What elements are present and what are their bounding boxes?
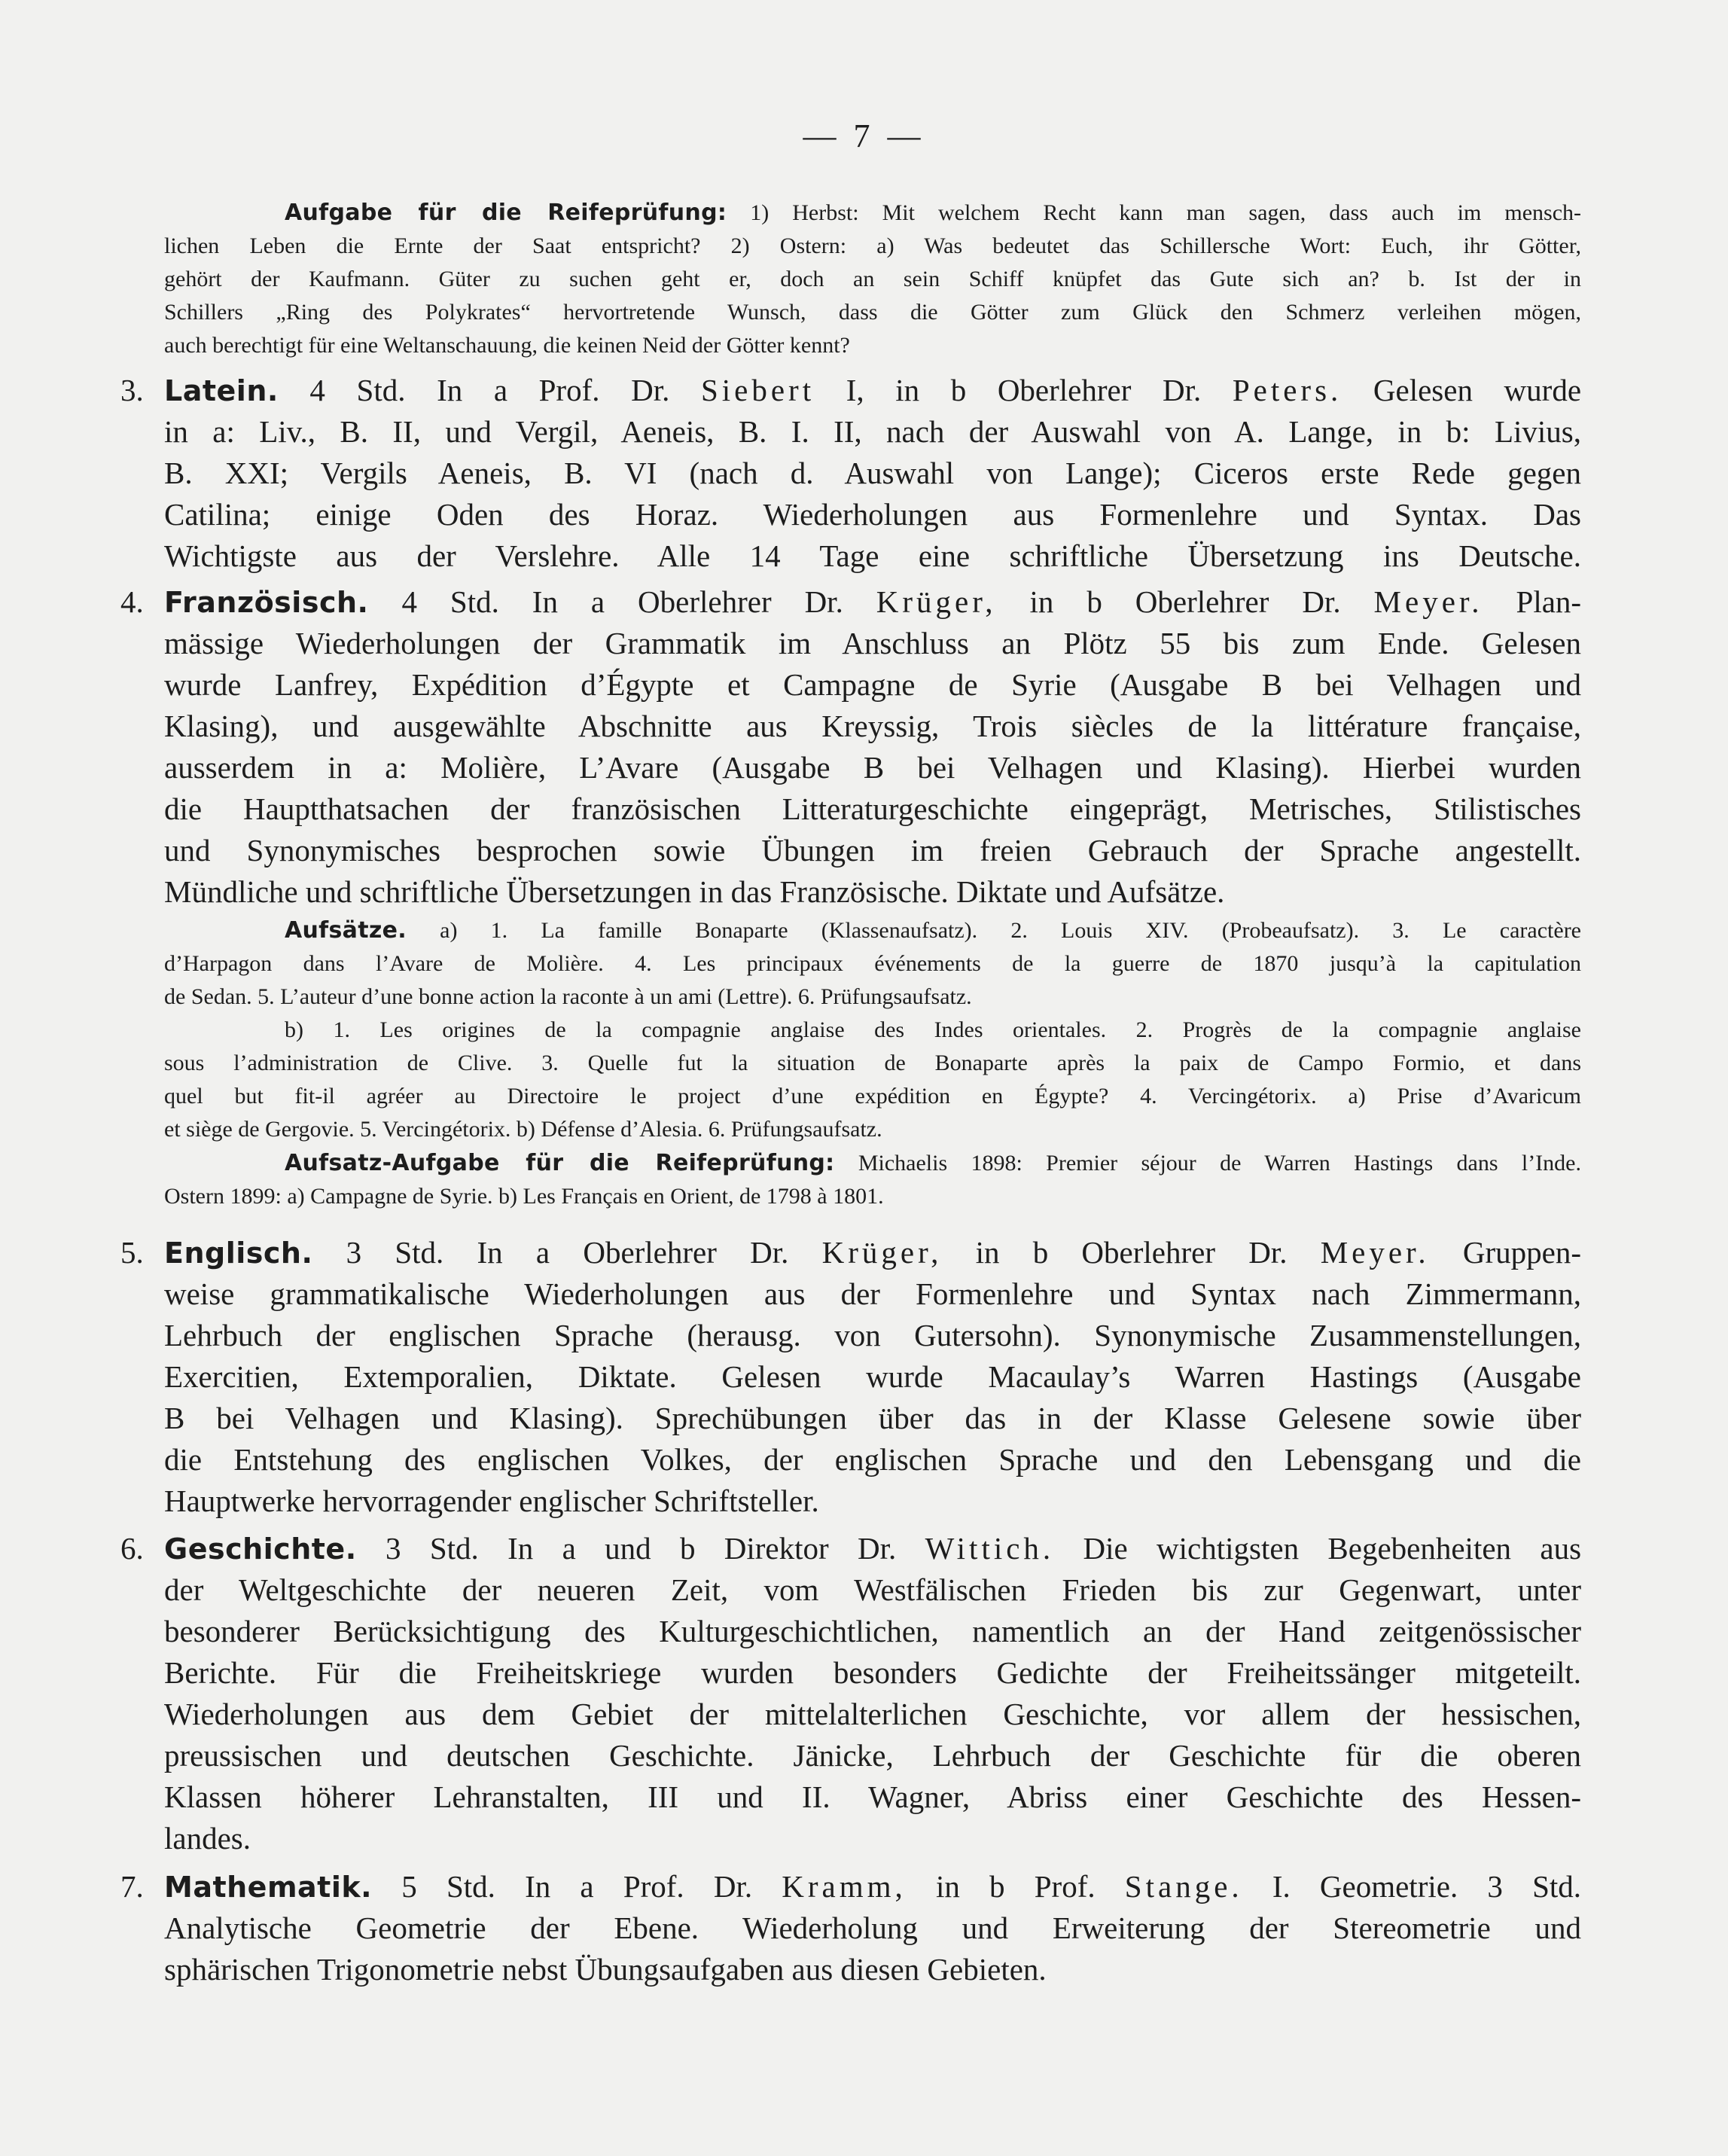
text-line: lichen Leben die Ernte der Saat entspricht? 2) Ostern: a) Was bedeutet das Schillersche Wort: Euch, ihr Götter, (164, 233, 1581, 258)
item-number: 6. (120, 1531, 144, 1566)
subject-heading: Latein. (164, 374, 279, 407)
text-line: Exercitien, Extemporalien, Diktate. Gelesen wurde Macaulay’s Warren Hastings (Ausgabe (164, 1359, 1581, 1394)
text-line: Klasing), und ausgewählte Abschnitte aus Kreyssig, Trois siècles de la littérature française, (164, 709, 1581, 743)
text-line: Berichte. Für die Freiheitskriege wurden besonders Gedichte der Freiheitssänger mitgeteilt. (164, 1655, 1581, 1690)
text-line: Wichtigste aus der Verslehre. Alle 14 Tage eine schriftliche Übersetzung ins Deutsche. (164, 538, 1581, 573)
text-line: besonderer Berücksichtigung des Kulturgeschichtlichen, namentlich an der Hand zeitgenössischer (164, 1614, 1581, 1648)
item-number: 5. (120, 1235, 144, 1270)
teacher-name: Meyer. (1320, 1235, 1430, 1270)
teacher-name: Kramm, (782, 1869, 907, 1904)
text-line: landes. (164, 1821, 251, 1856)
text-line: Aufsatz-Aufgabe für die Reifeprüfung: Michaelis 1898: Premier séjour de Warren Hastings dans l’Inde. (285, 1150, 1581, 1176)
text-line: die Hauptthatsachen der französischen Litteraturgeschichte eingeprägt, Metrisches, Stilistisches (164, 791, 1581, 826)
teacher-name: Meyer. (1373, 584, 1483, 619)
text-line: d’Harpagon dans l’Avare de Molière. 4. Les principaux événements de la guerre de 1870 jusqu’à la capitulation (164, 951, 1581, 976)
text-line: in a: Liv., B. II, und Vergil, Aeneis, B. I. II, nach der Auswahl von A. Lange, in b: Livius, (164, 414, 1581, 449)
text-line: und Synonymisches besprochen sowie Übungen im freien Gebrauch der Sprache angestellt. (164, 833, 1581, 868)
text-line: B. XXI; Vergils Aeneis, B. VI (nach d. Auswahl von Lange); Ciceros erste Rede gegen (164, 456, 1581, 490)
text-line: de Sedan. 5. L’auteur d’une bonne action la raconte à un ami (Lettre). 6. Prüfungsaufsatz. (164, 984, 972, 1009)
teacher-name: Wittich. (925, 1531, 1055, 1566)
text-line: et siège de Gergovie. 5. Vercingétorix. b) Défense d’Alesia. 6. Prüfungsaufsatz. (164, 1117, 882, 1142)
text-line: auch berechtigt für eine Weltanschauung, die keinen Neid der Götter kennt? (164, 333, 850, 358)
text-line: Englisch. 3 Std. In a Oberlehrer Dr. Krüger, in b Oberlehrer Dr. Meyer. Gruppen- (164, 1235, 1582, 1270)
text-line: Französisch. 4 Std. In a Oberlehrer Dr. Krüger, in b Oberlehrer Dr. Meyer. Plan- (164, 584, 1582, 619)
text-line: Geschichte. 3 Std. In a und b Direktor Dr. Wittich. Die wichtigsten Begebenheiten aus (164, 1531, 1582, 1566)
subject-heading: Geschichte. (164, 1532, 357, 1566)
text-line: B bei Velhagen und Klasing). Sprechübungen über das in der Klasse Gelesene sowie über (164, 1401, 1581, 1435)
aufsatz-reife-heading: Aufsatz-Aufgabe für die Reifeprüfung: (285, 1150, 835, 1176)
text-line: Catilina; einige Oden des Horaz. Wiederholungen aus Formenlehre und Syntax. Das (164, 497, 1581, 532)
item-number: 7. (120, 1869, 144, 1904)
text-line: Ostern 1899: a) Campagne de Syrie. b) Les Français en Orient, de 1798 à 1801. (164, 1184, 884, 1209)
text-line: mässige Wiederholungen der Grammatik im Anschluss an Plötz 55 bis zum Ende. Gelesen (164, 626, 1581, 660)
subject-heading: Mathematik. (164, 1871, 373, 1904)
text-line: Mündliche und schriftliche Übersetzungen in das Französische. Diktate und Aufsätze. (164, 874, 1225, 909)
item-number: 3. (120, 373, 144, 407)
text-line: Aufgabe für die Reifeprüfung: 1) Herbst: Mit welchem Recht kann man sagen, dass auch im mensch- (285, 200, 1581, 226)
text-line: Analytische Geometrie der Ebene. Wiederholung und Erweiterung der Stereometrie und (164, 1911, 1581, 1945)
teacher-name: Stange. (1124, 1869, 1243, 1904)
text-line: b) 1. Les origines de la compagnie anglaise des Indes orientales. 2. Progrès de la compagnie anglaise (285, 1017, 1581, 1042)
reifepruefung-heading: Aufgabe für die Reifeprüfung: (285, 200, 727, 226)
text-line: sous l’administration de Clive. 3. Quelle fut la situation de Bonaparte après la paix de Campo Formio, et dans (164, 1051, 1581, 1075)
text-line: Mathematik. 5 Std. In a Prof. Dr. Kramm, in b Prof. Stange. I. Geometrie. 3 Std. (164, 1869, 1582, 1904)
text-line: gehört der Kaufmann. Güter zu suchen geht er, doch an sein Schiff knüpfet das Gute sich an? b. Ist der in (164, 267, 1581, 291)
text-line: Klassen höherer Lehranstalten, III und II. Wagner, Abriss einer Geschichte des Hessen- (164, 1779, 1581, 1814)
text-line: Latein. 4 Std. In a Prof. Dr. Siebert I, in b Oberlehrer Dr. Peters. Gelesen wurde (164, 373, 1582, 407)
page-number: — 7 — (803, 117, 925, 154)
teacher-name: Siebert (700, 373, 815, 407)
text-line: Wiederholungen aus dem Gebiet der mittelalterlichen Geschichte, vor allem der hessischen, (164, 1697, 1581, 1731)
text-line: Aufsätze. a) 1. La famille Bonaparte (Klassenaufsatz). 2. Louis XIV. (Probeaufsatz). 3. Le caractère (285, 917, 1581, 944)
item-number: 4. (120, 584, 144, 619)
teacher-name: Peters. (1232, 373, 1342, 407)
text-line: ausserdem in a: Molière, L’Avare (Ausgabe B bei Velhagen und Klasing). Hierbei wurden (164, 750, 1581, 785)
subject-heading: Englisch. (164, 1237, 313, 1270)
text-line: Schillers „Ring des Polykrates“ hervortretende Wunsch, dass die Götter zum Glück den Schmerz verleihen mögen, (164, 300, 1581, 325)
text-line: Hauptwerke hervorragender englischer Schriftsteller. (164, 1484, 819, 1518)
text-line: Lehrbuch der englischen Sprache (herausg. von Gutersohn). Synonymische Zusammenstellungen, (164, 1318, 1581, 1352)
text-line: der Weltgeschichte der neueren Zeit, vom Westfälischen Frieden bis zur Gegenwart, unter (164, 1572, 1581, 1607)
text-line: die Entstehung des englischen Volkes, der englischen Sprache und den Lebensgang und die (164, 1442, 1581, 1477)
text-line: quel but fit-il agréer au Directoire le project d’une expédition en Égypte? 4. Vercingétorix. a) Prise d’Avaricum (164, 1084, 1581, 1108)
teacher-name: Krüger, (876, 584, 997, 619)
aufsaetze-heading: Aufsätze. (285, 917, 407, 944)
text-line: wurde Lanfrey, Expédition d’Égypte et Campagne de Syrie (Ausgabe B bei Velhagen und (164, 667, 1581, 702)
text-line: weise grammatikalische Wiederholungen aus der Formenlehre und Syntax nach Zimmermann, (164, 1276, 1581, 1311)
subject-heading: Französisch. (164, 586, 369, 619)
text-line: sphärischen Trigonometrie nebst Übungsaufgaben aus diesen Gebieten. (164, 1952, 1047, 1987)
text-line: preussischen und deutschen Geschichte. Jänicke, Lehrbuch der Geschichte für die oberen (164, 1738, 1581, 1773)
teacher-name: Krüger, (821, 1235, 943, 1270)
